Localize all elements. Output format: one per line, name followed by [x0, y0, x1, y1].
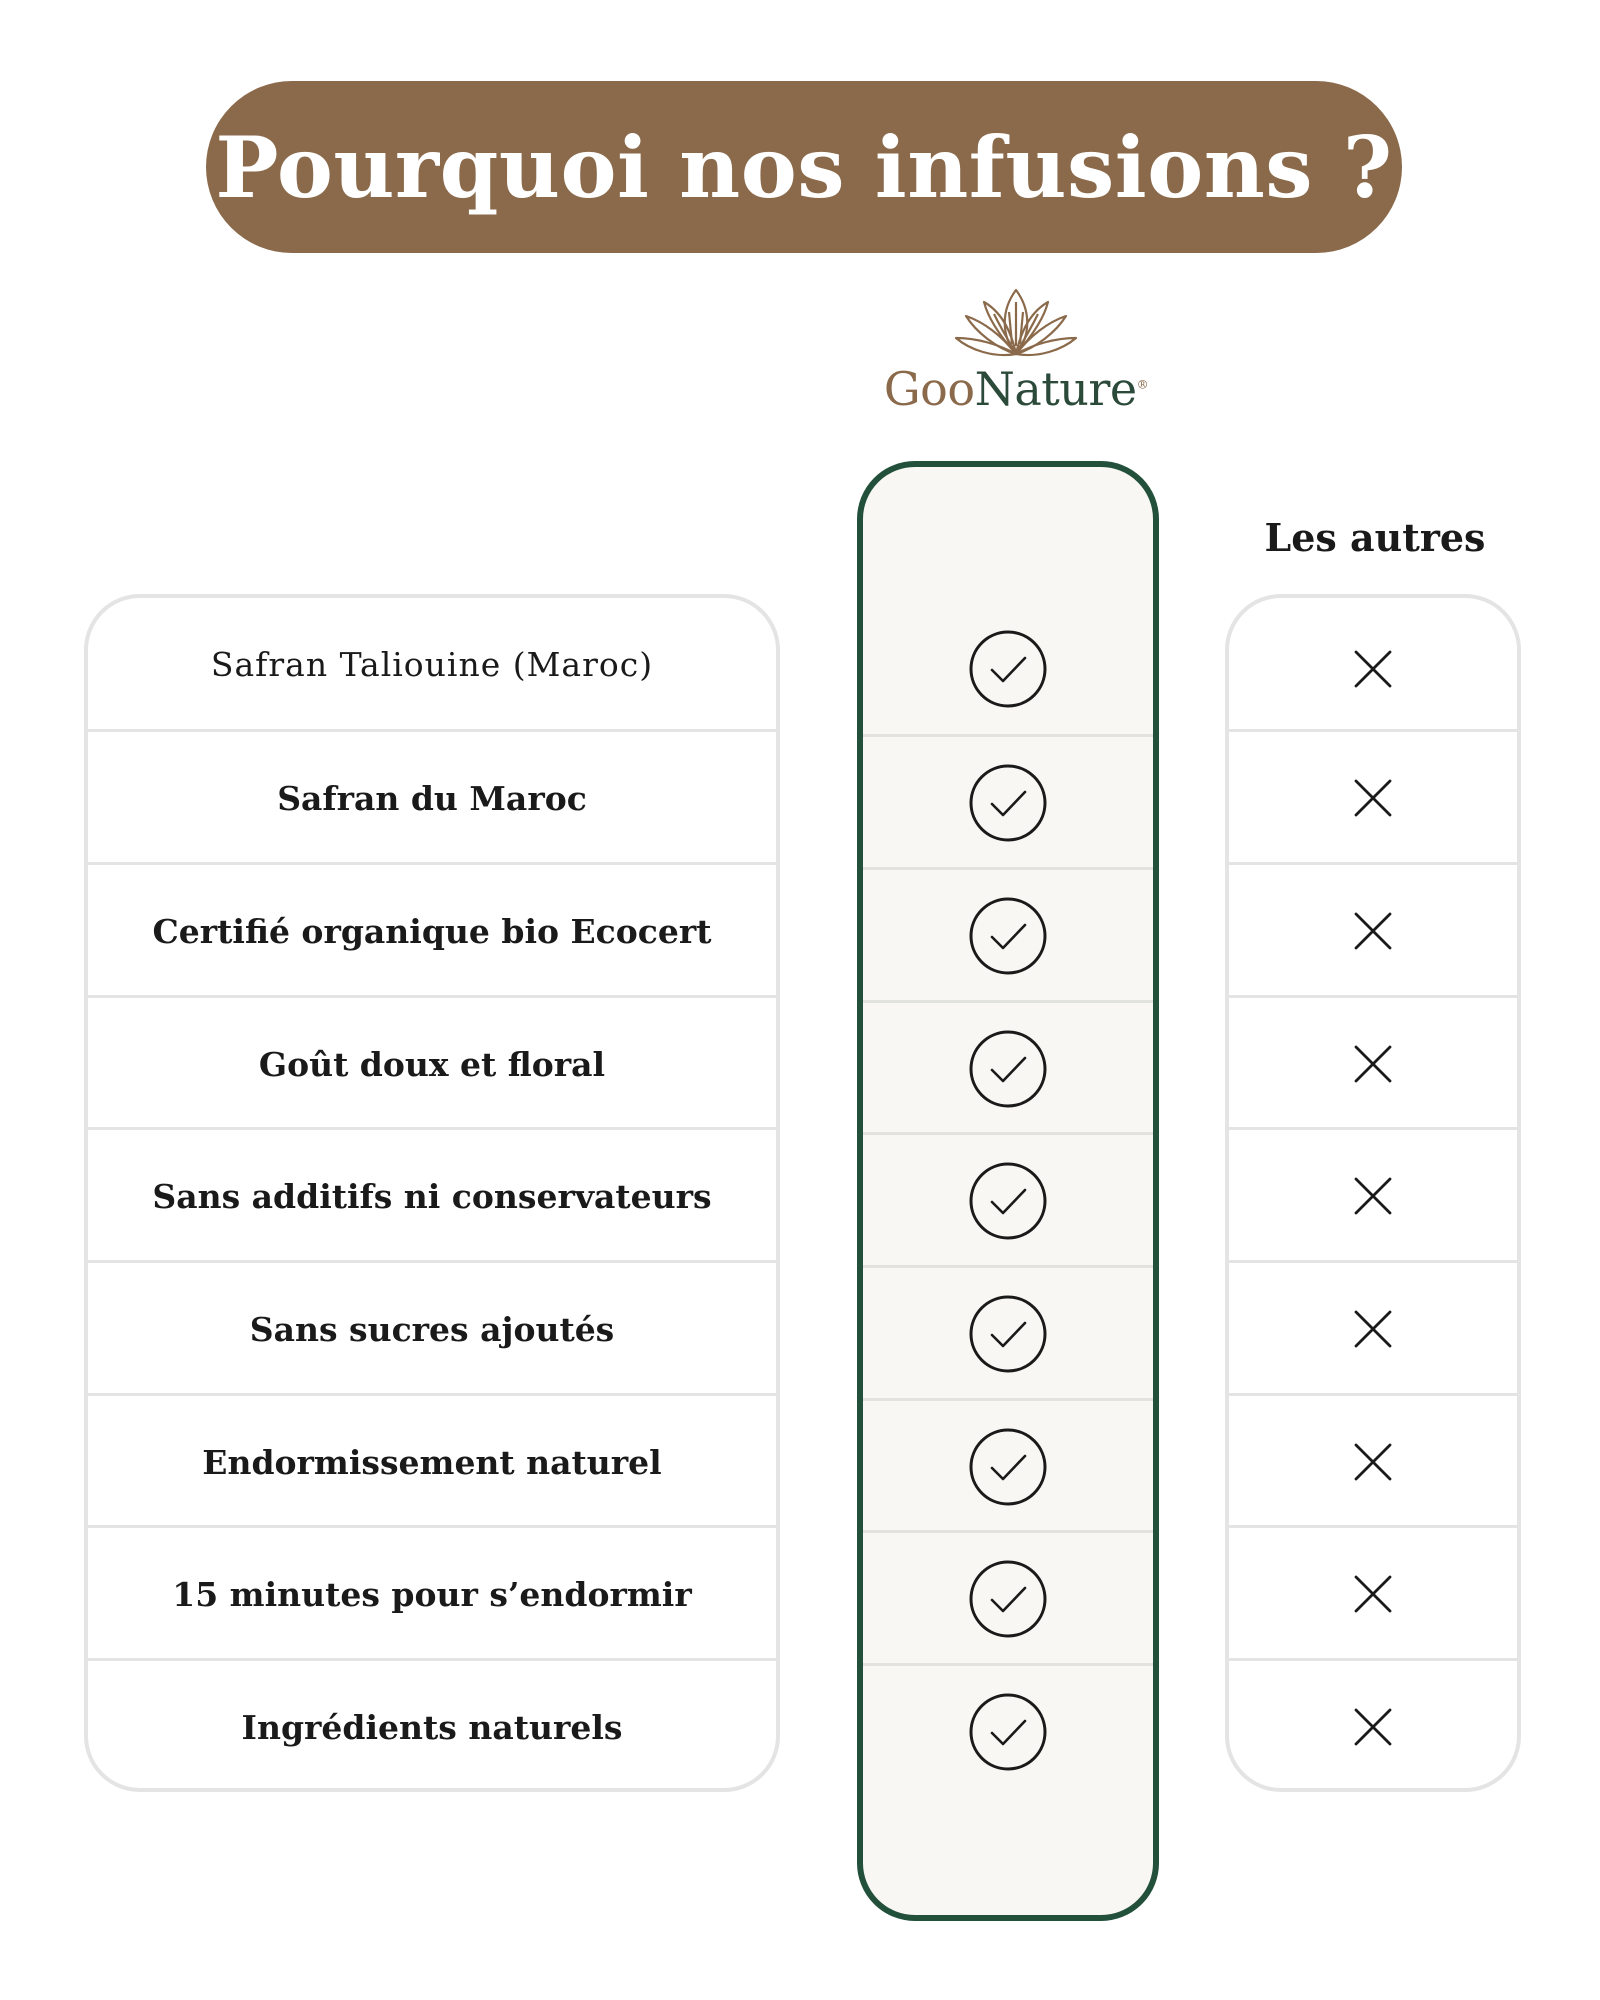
lotus-icon — [954, 286, 1078, 366]
goonature-row — [863, 603, 1153, 735]
goonature-column — [857, 461, 1159, 1921]
feature-label: Safran du Maroc — [277, 778, 587, 818]
goonature-row — [863, 1000, 1153, 1135]
check-circle-icon — [968, 1029, 1048, 1109]
feature-row — [88, 1393, 776, 1528]
cross-icon — [1353, 1442, 1393, 1482]
cross-icon — [1353, 649, 1393, 689]
feature-label: Sans additifs ni conservateurs — [152, 1176, 712, 1216]
brand-name-goo: Goo — [883, 362, 975, 416]
check-circle-icon — [968, 1427, 1048, 1507]
cross-icon — [1353, 1707, 1393, 1747]
title-banner — [206, 81, 1402, 253]
feature-row — [88, 598, 776, 730]
feature-row — [88, 729, 776, 864]
goonature-row — [863, 1530, 1153, 1665]
features-column — [84, 594, 780, 1792]
others-row — [1229, 1658, 1517, 1792]
check-circle-icon — [968, 763, 1048, 843]
check-circle-icon — [968, 1692, 1048, 1772]
others-row — [1229, 995, 1517, 1130]
page-title: Pourquoi nos infusions ? — [215, 117, 1393, 217]
feature-label: Safran Taliouine (Maroc) — [210, 644, 654, 684]
cross-icon — [1353, 778, 1393, 818]
feature-label: Goût doux et floral — [258, 1044, 606, 1084]
registered-mark: ® — [1136, 377, 1149, 392]
check-circle-icon — [968, 896, 1048, 976]
goonature-row — [863, 1132, 1153, 1267]
others-row — [1229, 1393, 1517, 1528]
feature-label: Endormissement naturel — [202, 1442, 662, 1482]
goonature-row — [863, 734, 1153, 869]
feature-row — [88, 995, 776, 1130]
feature-label: Certifié organique bio Ecocert — [152, 911, 712, 951]
others-column-header: Les autres — [1264, 515, 1486, 560]
brand-name-nature: Nature — [974, 362, 1137, 416]
feature-label: Ingrédients naturels — [241, 1707, 623, 1747]
feature-row — [88, 862, 776, 997]
feature-row — [88, 1658, 776, 1792]
cross-icon — [1353, 911, 1393, 951]
others-row — [1229, 603, 1517, 735]
others-row — [1229, 862, 1517, 997]
cross-icon — [1353, 1574, 1393, 1614]
feature-row — [88, 1127, 776, 1262]
check-circle-icon — [968, 1294, 1048, 1374]
others-row — [1229, 1127, 1517, 1262]
cross-icon — [1353, 1176, 1393, 1216]
goonature-row — [863, 1663, 1153, 1798]
cross-icon — [1353, 1309, 1393, 1349]
check-circle-icon — [968, 629, 1048, 709]
brand-logo — [856, 286, 1176, 438]
others-column — [1225, 594, 1521, 1792]
feature-label: 15 minutes pour s’endormir — [172, 1574, 692, 1614]
goonature-row — [863, 1398, 1153, 1533]
cross-icon — [1353, 1044, 1393, 1084]
check-circle-icon — [968, 1161, 1048, 1241]
check-circle-icon — [968, 1559, 1048, 1639]
brand-name — [856, 362, 1176, 416]
goonature-row — [863, 1265, 1153, 1400]
others-row — [1229, 1260, 1517, 1395]
feature-label: Sans sucres ajoutés — [249, 1309, 615, 1349]
others-row — [1229, 1525, 1517, 1660]
goonature-row — [863, 867, 1153, 1002]
feature-row — [88, 1260, 776, 1395]
feature-row — [88, 1525, 776, 1660]
others-row — [1229, 729, 1517, 864]
